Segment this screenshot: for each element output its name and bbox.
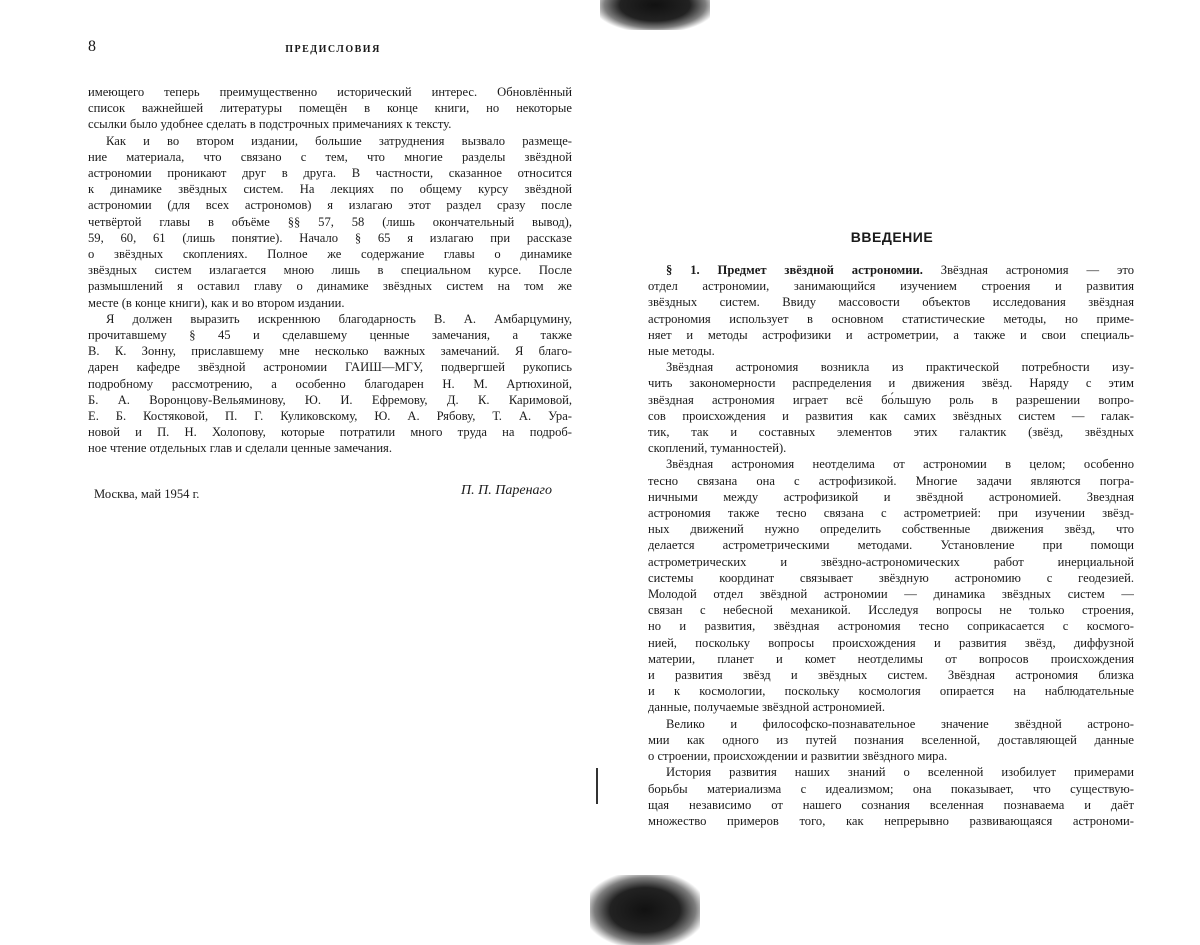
text-line: скоплений, туманностей). bbox=[648, 441, 787, 456]
text-line: ное чтение отдельных глав и сделали ценные замечания. bbox=[88, 441, 393, 456]
text-line: астрономии (для всех астрономов) я излагаю этот раздел сразу после bbox=[88, 198, 572, 213]
text-line: ссылки было удобнее сделать в подстрочных примечаниях к тексту. bbox=[88, 117, 452, 132]
text-line: астрономии проникают друг в друга. В частности, сказанное относится bbox=[88, 166, 572, 181]
section-title: ВВЕДЕНИЕ bbox=[850, 229, 934, 245]
text-line: Как и во втором издании, большие затруднения вызвало размеще- bbox=[106, 133, 572, 148]
text-line: четвёртой главы в объёме §§ 57, 58 (лишь окончательный вывод), bbox=[88, 214, 572, 229]
text-line: новой и П. Н. Холопову, которые потратили много труда на подроб- bbox=[88, 425, 572, 440]
text-line: звёздная астрономия играет всё бо́льшую роль в разрешении вопро- bbox=[648, 392, 1134, 407]
text-line: астрономия также тесно связана с астрометрией: при изучении звёзд- bbox=[648, 506, 1134, 521]
text-line: В. К. Зонну, приславшему мне несколько важных замечаний. Я благо- bbox=[88, 344, 572, 359]
page-number: 8 bbox=[88, 38, 96, 55]
text-line: ние материала, что связано с тем, что многие разделы звёздной bbox=[88, 149, 572, 164]
text-line: о звёздных скоплениях. Полное же содержание главы о динамике bbox=[88, 247, 572, 262]
text-line: Е. Б. Костяковой, П. Г. Куликовскому, Ю. А. Рябову, Т. А. Ура- bbox=[88, 409, 572, 424]
text-line: Звёздная астрономия неотделима от астрономии в целом; особенно bbox=[666, 457, 1134, 472]
section-lead-text: Звёздная астрономия — это bbox=[922, 263, 1134, 277]
text-line: ных движений нужно определить собственные движения звёзд, что bbox=[648, 522, 1134, 537]
text-line: ничными между астрофизикой и звёздной астрономией. Звездная bbox=[648, 489, 1134, 504]
text-line: подробному рассмотрению, а особенно благодарен Н. М. Артюхиной, bbox=[88, 376, 572, 391]
text-line: делается астрометрическими методами. Установление при помощи bbox=[648, 538, 1134, 553]
text-line: чить закономерности распределения и движения звёзд. Наряду с этим bbox=[648, 376, 1134, 391]
text-line: отдел астрономии, занимающийся изучением строения и развития bbox=[648, 279, 1134, 294]
text-line: астрометрических и звёздно-астрономических работ инерциальной bbox=[648, 554, 1134, 569]
text-line: связан с небесной механикой. Исследуя вопросы не только строения, bbox=[648, 603, 1134, 618]
text-line: звёздных систем излагается мною лишь в специальном курсе. После bbox=[88, 263, 572, 278]
text-line: астрономия использует в основном статистические методы, но приме- bbox=[648, 311, 1134, 326]
text-line: звёздных систем. Ввиду массовости объектов исследования звёздная bbox=[648, 295, 1134, 310]
text-line: материи, планет и комет неотделимы от вопросов происхождения bbox=[648, 651, 1134, 666]
text-line: мии как одного из путей познания вселенной, доставляющей данные bbox=[648, 732, 1134, 747]
text-line: к динамике звёздных систем. На лекциях по общему курсу звёздной bbox=[88, 182, 572, 197]
text-line: дарен кафедре звёздной астрономии ГАИШ—МГУ, подвергшей рукопись bbox=[88, 360, 572, 375]
text-line: и к космологии, поскольку космология опирается на наблюдательные bbox=[648, 684, 1134, 699]
text-line: имеющего теперь преимущественно исторический интерес. Обновлённый bbox=[88, 85, 572, 99]
text-line: данные, получаемые звёздной астрономией. bbox=[648, 700, 885, 715]
text-line: Я должен выразить искреннюю благодарность В. А. Амбарцумину, bbox=[106, 311, 572, 326]
preface-text bbox=[88, 84, 572, 457]
text-line: прочитавшему § 45 и сделавшему ценные замечания, а также bbox=[88, 328, 572, 343]
text-line: Молодой отдел звёздной астрономии — динамика звёздных систем — bbox=[648, 587, 1134, 602]
text-line: тесно связана она с астрофизикой. Многие задачи являются погра- bbox=[648, 473, 1134, 488]
signature-place-date: Москва, май 1954 г. bbox=[94, 487, 200, 501]
text-line: Б. А. Воронцову-Вельяминову, Ю. И. Ефремову, Д. К. Каримовой, bbox=[88, 392, 572, 407]
text-line: системы координат связывает звёздную астрономию с геодезией. bbox=[648, 570, 1134, 585]
scan-artifact bbox=[600, 0, 710, 30]
text-line: Велико и философско-познавательное значение звёздной астроно- bbox=[666, 716, 1134, 731]
text-line: множество примеров того, как непрерывно развивающаяся астрономи- bbox=[648, 813, 1134, 828]
text-line: борьбы материализма с идеализмом; она показывает, что существую- bbox=[648, 781, 1134, 796]
signature-author: П. П. Паренаго bbox=[461, 483, 552, 498]
text-line: размышлений я оставил главу о динамике звёздных систем на том же bbox=[88, 279, 572, 294]
section-heading: § 1. Предмет звёздной астрономии. bbox=[666, 263, 923, 277]
text-line: Звёздная астрономия возникла из практической потребности изу- bbox=[666, 360, 1134, 375]
text-line: няет и методы астрофизики и астрометрии, а также и свои специаль- bbox=[648, 327, 1134, 342]
text-line: сов происхождения и развития как самих звёздных систем — галак- bbox=[648, 408, 1134, 423]
running-head: ПРЕДИСЛОВИЯ bbox=[285, 44, 381, 55]
text-line: тик, так и составных элементов этих галактик (звёзд, звёздных bbox=[648, 425, 1134, 440]
left-page-header bbox=[88, 38, 578, 60]
text-line: о строении, происхождении и развитии звёздного мира. bbox=[648, 749, 948, 764]
text-line bbox=[648, 262, 1134, 278]
text-line: и развития звёзд и звёздных систем. Звёздная астрономия близка bbox=[648, 668, 1134, 683]
left-page bbox=[0, 0, 600, 931]
text-line: История развития наших знаний о вселенной изобилует примерами bbox=[666, 765, 1134, 780]
text-line: 59, 60, 61 (лишь понятие). Начало § 65 я излагаю при рассказе bbox=[88, 230, 572, 245]
text-line: нией, поскольку вопросы происхождения и развития звёзд, диффузной bbox=[648, 635, 1134, 650]
text-line: список важнейшей литературы помещён в конце книги, но некоторые bbox=[88, 101, 572, 116]
text-line: месте (в конце книги), как и во втором издании. bbox=[88, 295, 345, 310]
text-line: ные методы. bbox=[648, 344, 715, 359]
text-line: но и развития, звёздная астрономия тесно соприкасается с космого- bbox=[648, 619, 1134, 634]
text-line: щая независимо от нашего сознания вселенная познаваема и даёт bbox=[648, 797, 1134, 812]
signature-block bbox=[88, 483, 552, 503]
introduction-text bbox=[648, 262, 1134, 829]
scan-artifact bbox=[590, 875, 700, 945]
gutter-mark bbox=[596, 768, 598, 804]
